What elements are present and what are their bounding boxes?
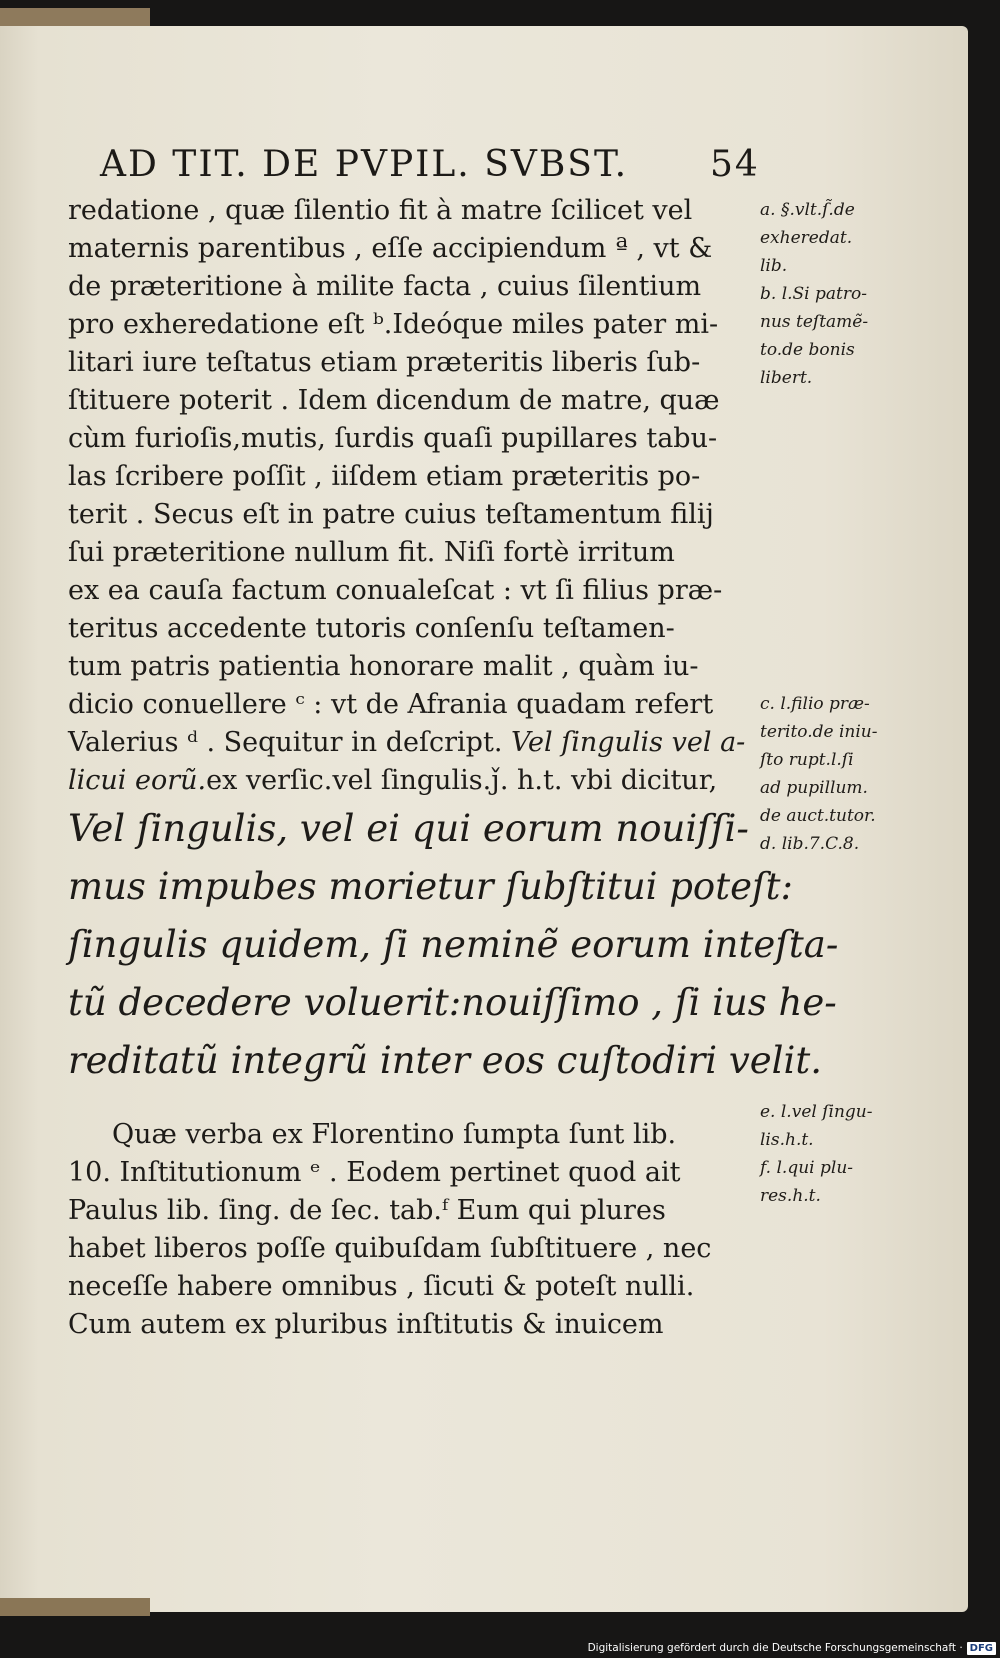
margin-note-line: ad pupillum.: [760, 778, 868, 798]
paragraph-gap: [68, 1090, 760, 1116]
page-edge-bottom: [0, 1598, 150, 1616]
text-line-roman: ex verſic.vel ſingulis.ǰ. h.t. vbi dicitur,: [206, 765, 718, 796]
text-line: habet liberos poſſe quibuſdam ſubſtituere , nec: [68, 1233, 712, 1264]
text-line: las ſcribere poſſit , iiſdem etiam præteritis po-: [68, 461, 701, 492]
text-line: Quæ verba ex Florentino ſumpta ſunt lib.: [112, 1119, 677, 1150]
text-line: litari iure teſtatus etiam præteritis liberis ſub-: [68, 347, 701, 378]
text-line: pro exheredatione eſt ᵇ.Ideóque miles pater mi-: [68, 309, 719, 340]
margin-notes-group-2: [760, 690, 920, 858]
margin-note-line: a. §.vlt.ſ̃.de: [760, 200, 855, 220]
margin-note-line: lib.: [760, 256, 788, 276]
digitization-credit: [587, 1640, 996, 1656]
running-header: [100, 144, 760, 185]
margin-note-line: d. lib.7.C.8.: [760, 834, 860, 854]
text-line: [68, 762, 760, 800]
text-line: de præteritione à milite facta , cuius ſilentium: [68, 271, 702, 302]
folio-number: 54: [710, 144, 760, 185]
margin-note-line: c. l.filio præ-: [760, 694, 870, 714]
text-line-italic: Vel ſingulis vel a-: [511, 727, 746, 758]
credit-text: Digitalisierung gefördert durch die Deutsche Forschungsgemeinschaft ·: [587, 1642, 963, 1654]
margin-note-line: ſto rupt.l.ſi: [760, 750, 854, 770]
margin-note-line: f. l.qui plu-: [760, 1158, 854, 1178]
margin-notes-group-1: [760, 196, 920, 392]
text-line: teritus accedente tutoris conſenſu teſtamen-: [68, 613, 675, 644]
text-line: terit . Secus eſt in patre cuius teſtamentum filij: [68, 499, 714, 530]
quoted-verse-line: tũ decedere voluerit:nouiſſimo , ſi ius he-: [68, 981, 837, 1024]
text-line-italic: licui eorũ.: [68, 765, 207, 796]
text-line: cùm furioſis,mutis, ſurdis quaſi pupillares tabu-: [68, 423, 718, 454]
margin-note-line: to.de bonis: [760, 340, 855, 360]
margin-note-line: de auct.tutor.: [760, 806, 876, 826]
margin-note-line: res.h.t.: [760, 1186, 821, 1206]
margin-note-line: terito.de iniu-: [760, 722, 878, 742]
text-line: Paulus lib. ſing. de ſec. tab.ᶠ Eum qui plures: [68, 1195, 666, 1226]
margin-note-line: b. l.Si patro-: [760, 284, 867, 304]
quoted-verse-line: Vel ſingulis, vel ei qui eorum nouiſſi-: [68, 807, 749, 850]
text-line: ex ea cauſa factum conualeſcat : vt ſi filius præ-: [68, 575, 723, 606]
text-line: Cum autem ex pluribus inſtitutis & inuicem: [68, 1309, 664, 1340]
text-line: redatione , quæ ſilentio fit à matre ſcilicet vel: [68, 195, 693, 226]
text-line: tum patris patientia honorare malit , quàm iu-: [68, 651, 699, 682]
quoted-verse-line: ſingulis quidem, ſi neminẽ eorum inteſta-: [68, 923, 839, 966]
text-line: dicio conuellere ᶜ : vt de Afrania quadam refert: [68, 689, 714, 720]
margin-note-line: e. l.vel ſingu-: [760, 1102, 873, 1122]
text-line: ſtituere poterit . Idem dicendum de matre, quæ: [68, 385, 720, 416]
text-line: maternis parentibus , eſſe accipiendum ª , vt &: [68, 233, 713, 264]
book-page: [0, 26, 968, 1612]
text-line-roman: Valerius ᵈ . Sequitur in deſcript.: [68, 727, 503, 758]
dfg-logo: DFG: [967, 1642, 996, 1655]
margin-note-line: libert.: [760, 368, 813, 388]
text-line: 10. Inſtitutionum ᵉ . Eodem pertinet quod ait: [68, 1157, 681, 1188]
text-line: neceſſe habere omnibus , ſicuti & poteſt nulli.: [68, 1271, 695, 1302]
margin-notes-group-3: [760, 1098, 920, 1210]
text-line: ſui præteritione nullum fit. Niſi fortè irritum: [68, 537, 675, 568]
quoted-verse-line: reditatũ integrũ inter eos cuſtodiri velit.: [68, 1039, 822, 1082]
margin-note-line: exheredat.: [760, 228, 853, 248]
margin-note-line: nus teſtamẽ-: [760, 312, 869, 332]
running-title: AD TIT. DE PVPIL. SVBST.: [100, 144, 629, 185]
quoted-verse-line: mus impubes morietur ſubſtitui poteſt:: [68, 865, 794, 908]
margin-note-line: lis.h.t.: [760, 1130, 814, 1150]
text-line: [68, 724, 760, 762]
